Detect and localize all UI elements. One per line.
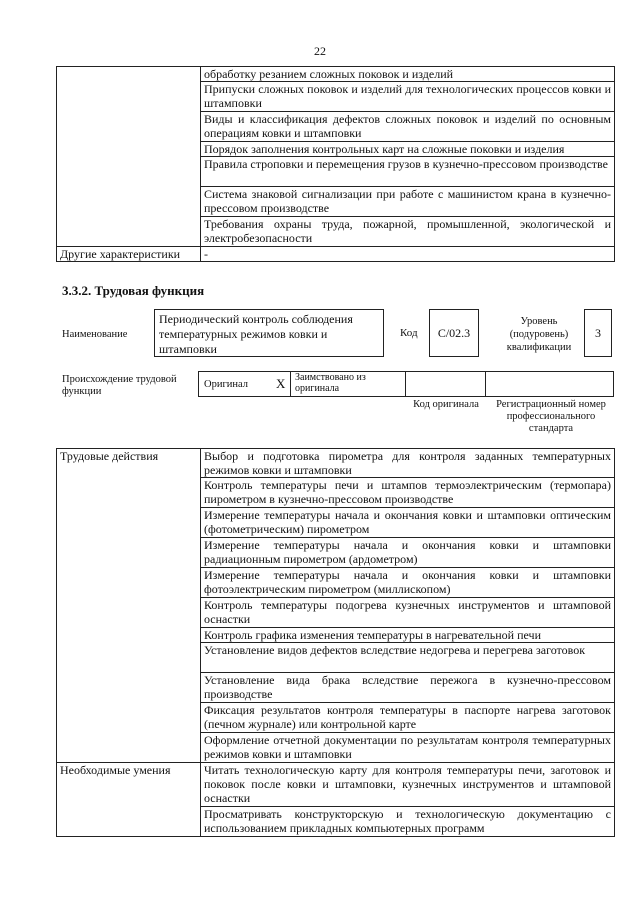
level-value: 3 (595, 326, 601, 340)
knowledge-item: Виды и классификация дефектов сложных поковок и изделий по основным операциям ковки и штамповки (201, 112, 615, 142)
labor-action-item: Контроль температуры печи и штампов термоэлектрическим (термопара) пирометром в кузнечно-прессовом производстве (201, 478, 615, 508)
knowledge-item: обработку резанием сложных поковок и изделий (201, 67, 615, 82)
labor-actions-label: Трудовые действия (57, 449, 201, 763)
origin-label: Происхождение трудовой функции (62, 374, 177, 397)
function-name-box (154, 309, 384, 357)
labor-action-item: Оформление отчетной документации по результатам контроля температурных режимов ковки и штамповки (201, 733, 615, 763)
name-label: Наименование (62, 329, 128, 340)
labor-action-item: Выбор и подготовка пирометра для контроля заданных температурных режимов ковки и штамповки (201, 449, 615, 478)
knowledge-table (56, 66, 615, 262)
code-box (429, 309, 479, 357)
labor-action-item: Измерение температуры начала и окончания ковки и штамповки оптическим (фотометрическим) пирометром (201, 508, 615, 538)
knowledge-item: Порядок заполнения контрольных карт на сложные поковки и изделия (201, 142, 615, 157)
section-title: 3.3.2. Трудовая функция (62, 283, 205, 298)
other-characteristics-label: Другие характеристики (57, 247, 201, 262)
labor-action-item: Измерение температуры начала и окончания ковки и штамповки радиационным пирометром (ардометром) (201, 538, 615, 568)
skills-label: Необходимые умения (57, 763, 201, 837)
labor-action-item: Установление вида брака вследствие пережога в кузнечно-прессовом производстве (201, 673, 615, 703)
level-box (584, 309, 612, 357)
qualification-level-label: Уровень (подуровень) квалификации (506, 316, 572, 353)
code-label: Код (400, 327, 418, 339)
knowledge-item: Припуски сложных поковок и изделий для технологических процессов ковки и штамповки (201, 82, 615, 112)
labor-action-item: Измерение температуры начала и окончания ковки и штамповки фотоэлектрическим пирометром (миллископом) (201, 568, 615, 598)
borrowed-label: Заимствовано из оригинала (295, 372, 366, 394)
labor-action-item: Установление видов дефектов вследствие недогрева и перегрева заготовок (201, 643, 615, 673)
other-characteristics-value: - (201, 247, 615, 262)
origin-boxes (198, 371, 614, 397)
code-value: C/02.3 (437, 326, 471, 340)
labor-function-table (56, 448, 615, 837)
page-number: 22 (314, 44, 326, 58)
function-name-value: Периодический контроль соблюдения температурных режимов ковки и штамповки (159, 312, 353, 356)
knowledge-item: Требования охраны труда, пожарной, промышленной, экологической и электробезопасности (201, 217, 615, 247)
labor-action-item: Контроль температуры подогрева кузнечных инструментов и штамповой оснастки (201, 598, 615, 628)
skill-item: Читать технологическую карту для контроля температуры печи, заготовок и поковок после ковки и штамповки, кузнечных инструментов и штамповой оснастки (201, 763, 615, 807)
empty-label-cell (57, 67, 201, 247)
labor-action-item: Фиксация результатов контроля температуры в паспорте нагрева заготовок (печном журнале) или контрольной карте (201, 703, 615, 733)
skill-item: Просматривать конструкторскую и технологическую документацию с использованием прикладных компьютерных программ (201, 807, 615, 837)
labor-action-item: Контроль графика изменения температуры в нагревательной печи (201, 628, 615, 643)
reg-number-label: Регистрационный номер профессионального стандарта (496, 399, 606, 434)
knowledge-item: Система знаковой сигнализации при работе с машинистом крана в кузнечно-прессовом производстве (201, 187, 615, 217)
original-label: Оригинал (204, 379, 248, 390)
code-original-label: Код оригинала (413, 399, 479, 410)
knowledge-item: Правила строповки и перемещения грузов в кузнечно-прессовом производстве (201, 157, 615, 187)
original-mark: X (276, 376, 286, 391)
